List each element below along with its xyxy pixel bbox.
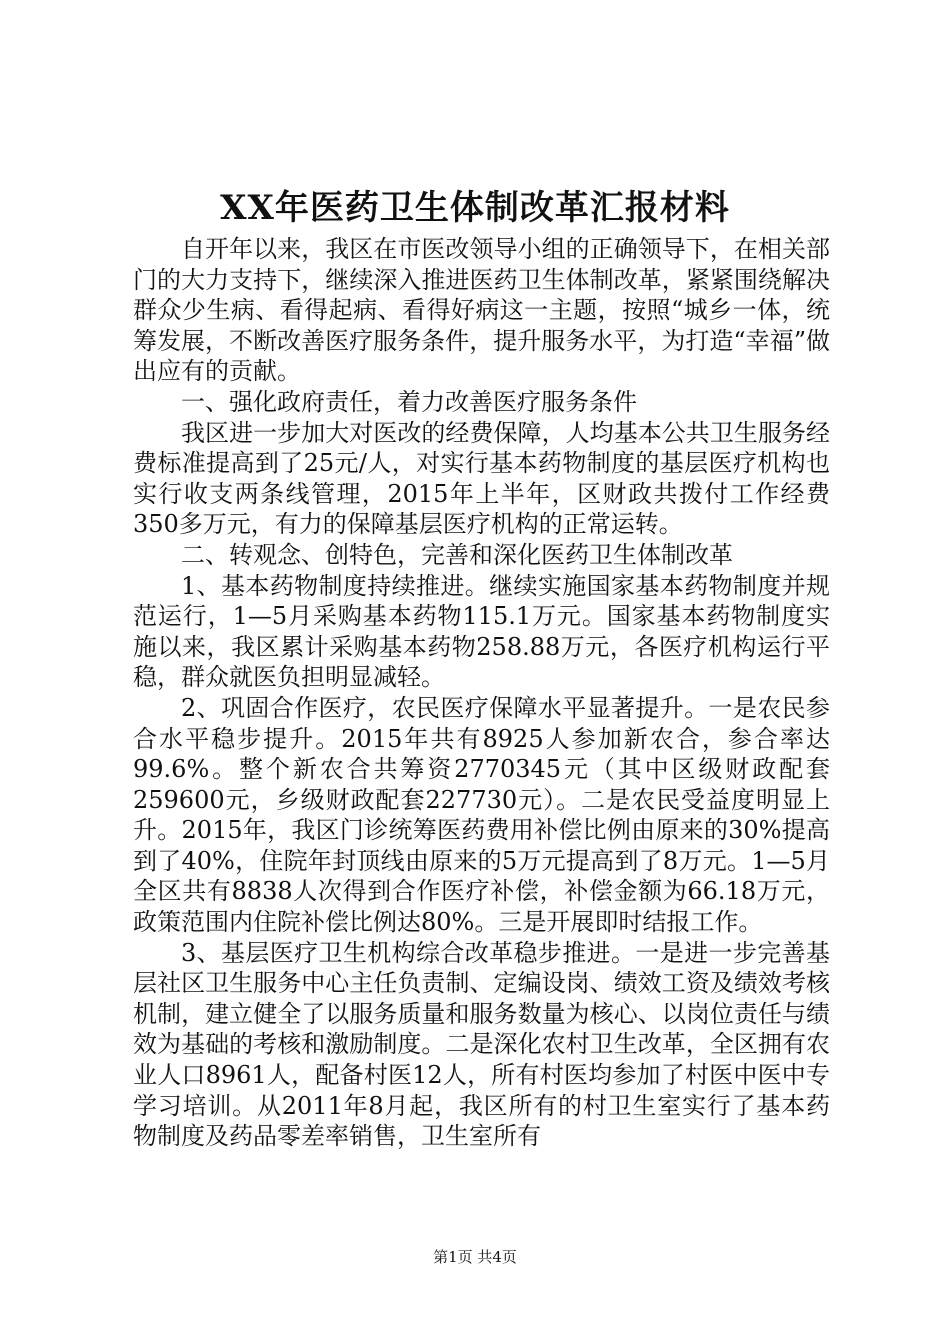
paragraph-intro: 自开年以来，我区在市医改领导小组的正确领导下，在相关部门的大力支持下，继续深入推进医药卫生体制改革，紧紧围绕解决群众少生病、看得起病、看得好病这一主题，按照“城乡一体，统筹发展，不断改善医疗服务条件，提升服务水平，为打造“幸福”做出应有的贡献。 — [133, 235, 830, 386]
paragraph-essential-drugs: 1、基本药物制度持续推进。继续实施国家基本药物制度并规范运行，1—5月采购基本药物115.1万元。国家基本药物制度实施以来，我区累计采购基本药物258.88万元，各医疗机构运行平稳，群众就医负担明显减轻。 — [133, 571, 830, 692]
section-heading-1: 一、强化政府责任，着力改善医疗服务条件 — [181, 387, 637, 416]
document-body — [133, 234, 830, 1152]
document-title: XX年医药卫生体制改革汇报材料 — [220, 188, 730, 228]
paragraph-cooperative-medical: 2、巩固合作医疗，农民医疗保障水平显著提升。一是农民参合水平稳步提升。2015年共有8925人参加新农合，参合率达99.6%。整个新农合共筹资2770345元（其中区级财政配套259600元，乡级财政配套227730元）。二是农民受益度明显上升。2015年，我区门诊统筹医药费用补偿比例由原来的30%提高到了40%，住院年封顶线由原来的5万元提高到了8万元。1—5月全区共有8838人次得到合作医疗补偿，补偿金额为66.18万元，政策范围内住院补偿比例达80%。三是开展即时结报工作。 — [133, 693, 830, 937]
paragraph-grassroots-reform: 3、基层医疗卫生机构综合改革稳步推进。一是进一步完善基层社区卫生服务中心主任负责制、定编设岗、绩效工资及绩效考核机制，建立健全了以服务质量和服务数量为核心、以岗位责任与绩效为基础的考核和激励制度。二是深化农村卫生改革，全区拥有农业人口8961人，配备村医12人，所有村医均参加了村医中医中专学习培训。从2011年8月起，我区所有的村卫生室实行了基本药物制度及药品零差率销售，卫生室所有 — [133, 938, 830, 1151]
page-number-footer: 第1页 共4页 — [433, 1248, 517, 1266]
paragraph-funding: 我区进一步加大对医改的经费保障，人均基本公共卫生服务经费标准提高到了25元/人，对实行基本药物制度的基层医疗机构也实行收支两条线管理，2015年上半年，区财政共拨付工作经费350多万元，有力的保障基层医疗机构的正常运转。 — [133, 418, 830, 539]
section-heading-2: 二、转观念、创特色，完善和深化医药卫生体制改革 — [181, 540, 733, 569]
